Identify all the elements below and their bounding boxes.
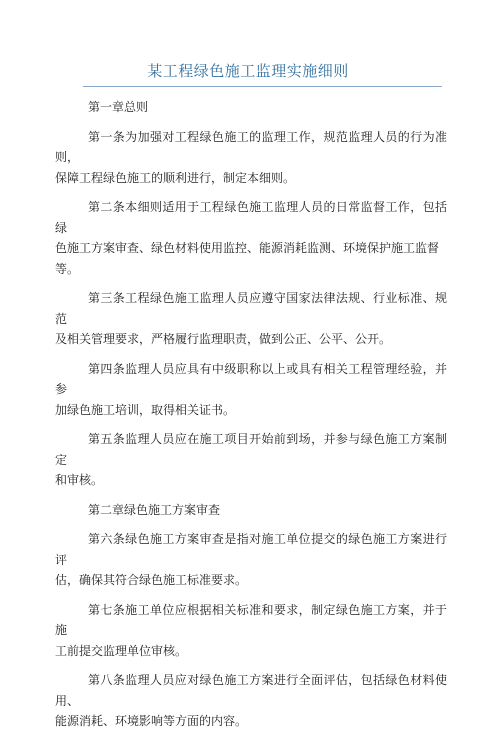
text-line: 第五条监理人员应在施工项目开始前到场，并参与绿色施工方案制定 (55, 432, 447, 467)
article-paragraph (55, 127, 447, 189)
text-line: 第三条工程绿色施工监理人员应遵守国家法律法规、行业标准、规范 (55, 291, 447, 326)
article-paragraph (55, 600, 447, 662)
document-title: 某工程绿色施工监理实施细则 (147, 62, 349, 80)
article-paragraph (55, 359, 447, 421)
text-line: 及相关管理要求，严格履行监理职责，做到公正、公平、公开。 (55, 332, 392, 346)
text-line: 第八条监理人员应对绿色施工方案进行全面评估，包括绿色材料使用、 (55, 673, 447, 708)
article-paragraph (55, 197, 447, 279)
text-line: 第四条监理人员应具有中级职称以上或具有相关工程管理经验，并参 (55, 361, 447, 396)
text-line: 保障工程绿色施工的顺利进行，制定本细则。 (55, 170, 296, 185)
article-paragraph (55, 429, 447, 491)
text-line: 第一条为加强对工程绿色施工的监理工作，规范监理人员的行为准则， (55, 129, 447, 164)
text-line: 工前提交监理单位审核。 (55, 643, 188, 658)
chapter-heading (55, 97, 447, 118)
text-line: 第七条施工单位应根据相关标准和要求，制定绿色施工方案，并于施 (55, 602, 447, 637)
article-paragraph (55, 529, 447, 591)
chapter-heading (55, 500, 447, 521)
text-line: 第二章绿色施工方案审查 (88, 502, 221, 517)
article-paragraph (55, 288, 447, 350)
text-line: 色施工方案审查、绿色材料使用监控、能源消耗监测、环境保护施工监督 (55, 241, 440, 255)
text-line: 第一章总则 (88, 100, 149, 114)
document-body (55, 90, 447, 732)
article-paragraph (55, 670, 447, 732)
text-line: 和审核。 (55, 473, 104, 487)
text-line: 估，确保其符合绿色施工标准要求。 (55, 573, 248, 587)
text-line: 等。 (55, 261, 80, 276)
text-line: 第二条本细则适用于工程绿色施工监理人员的日常监督工作，包括绿 (55, 200, 447, 235)
text-line: 能源消耗、环境影响等方面的内容。 (55, 714, 248, 728)
text-line: 第六条绿色施工方案审查是指对施工单位提交的绿色施工方案进行评 (55, 532, 447, 567)
text-line: 加绿色施工培训，取得相关证书。 (55, 402, 236, 417)
title-underline (83, 86, 442, 87)
